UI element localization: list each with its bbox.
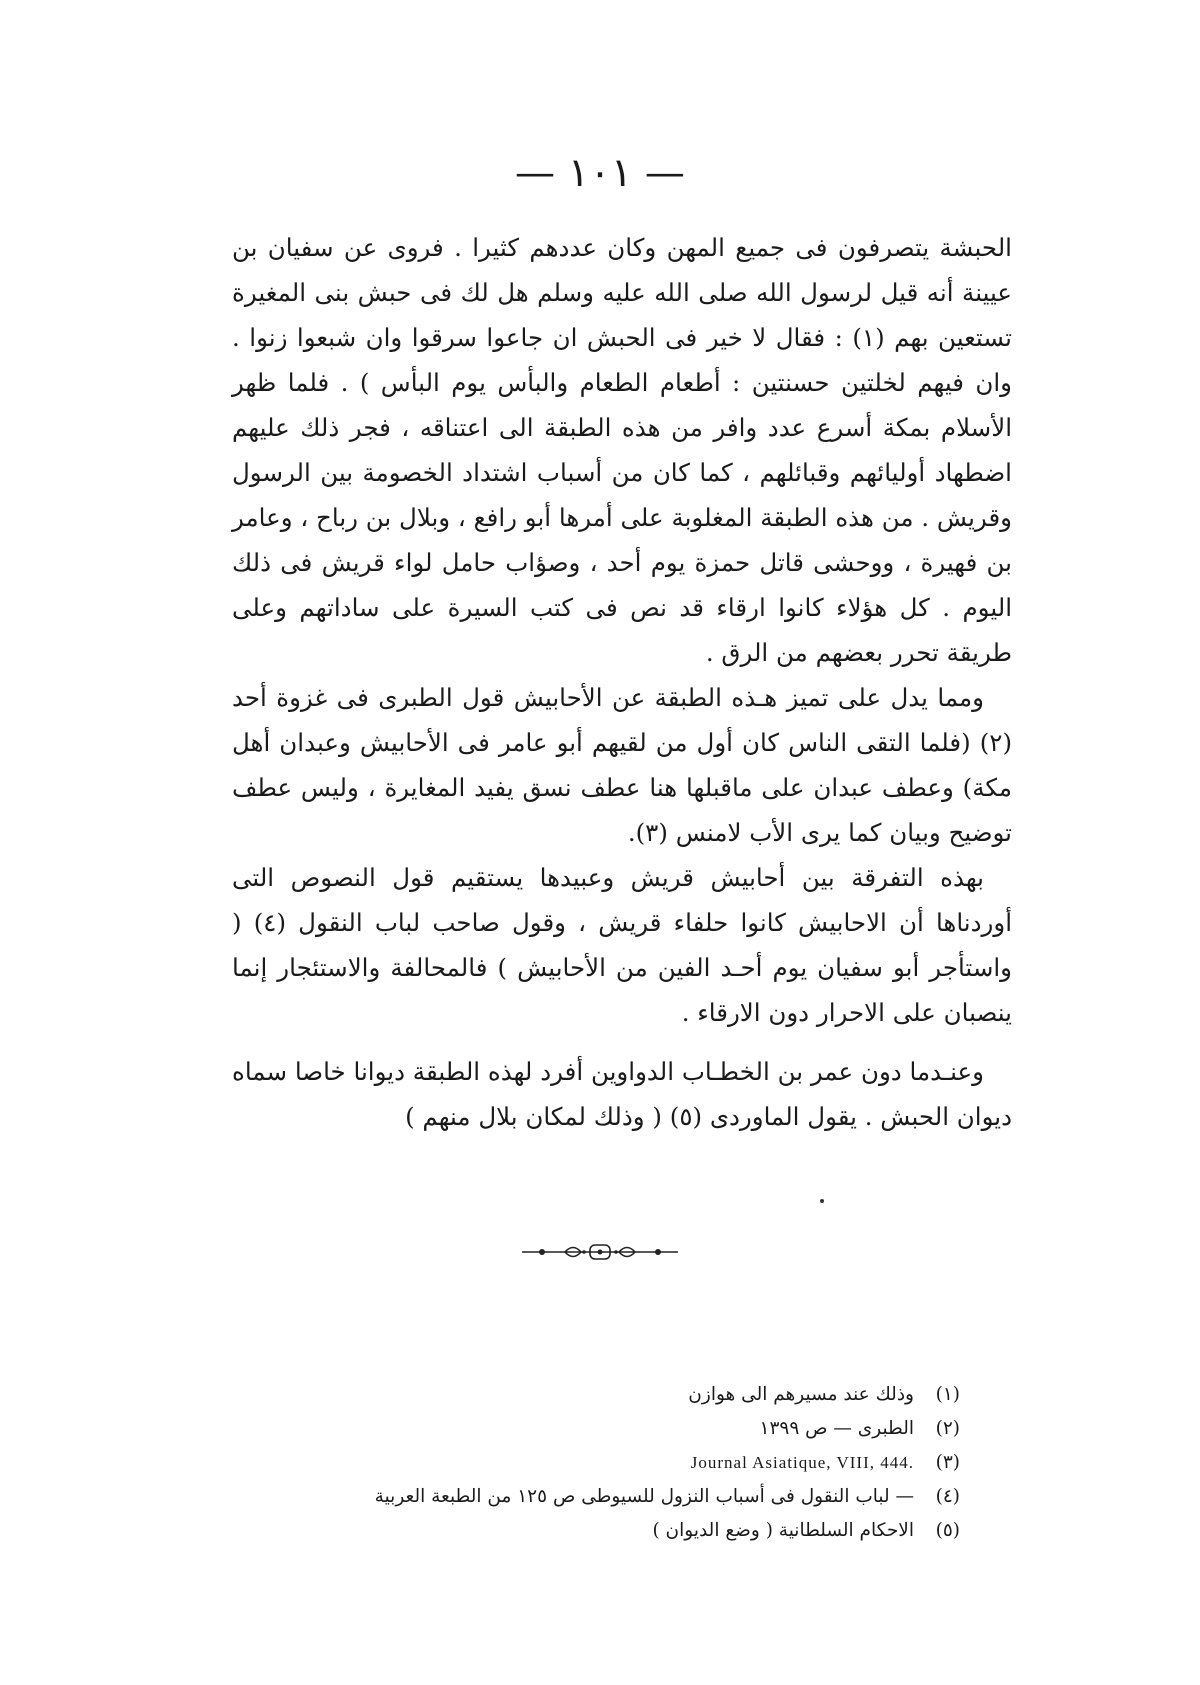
paragraph-2: ومما يدل على تميز هـذه الطبقة عن الأحابيش قول الطبرى فى غزوة أحد (٢) (فلما التقى الناس كان أول من لقيهم أبو عامر فى الأحابيش وعبدان أهل مكة) وعطف عبدان على ماقبلها هنا عطف نسق يفيد المغايرة ، وليس عطف توضيح وبيان كما يرى الأب لامنس (٣). [232,683,1012,847]
footnote-text: — لباب النقول فى أسباب النزول للسيوطى ص ١٢٥ من الطبعة العربية [374,1486,914,1507]
footnote-number: (٣) [935,1452,960,1473]
footnote-1 [340,1378,960,1412]
body-text [232,225,1012,1139]
ornament-divider [520,1240,680,1264]
paragraph-3: بهذه التفرقة بين أحابيش قريش وعبيدها يستقيم قول النصوص التى أوردناها أن الاحابيش كانوا حلفاء قريش ، وقول صاحب لباب النقول (٤) ( واستأجر أبو سفيان يوم أحـد الفين من الأحابيش ) فالمحالفة والاستئجار إنما ينصبان على الاحرار دون الارقاء . [232,863,1012,1027]
footnote-3 [340,1446,960,1480]
paragraph-1: الحبشة يتصرفون فى جميع المهن وكان عددهم كثيرا . فروى عن سفيان بن عيينة أنه قيل لرسول الله صلى الله عليه وسلم هل لك فى حبش بنى المغيرة تستعين بهم (١) : فقال لا خير فى الحبش ان جاعوا سرقوا وان شبعوا زنوا . وان فيهم لخلتين حسنتين : أطعام الطعام والبأس يوم البأس ) . فلما ظهر الأسلام بمكة أسرع عدد وافر من هذه الطبقة الى اعتناقه ، فجر ذلك عليهم اضطهاد أوليائهم وقبائلهم ، كما كان من أسباب اشتداد الخصومة بين الرسول وقريش . من هذه الطبقة المغلوبة على أمرها أبو رافع ، وبلال بن رباح ، وعامر بن فهيرة ، ووحشى قاتل حمزة يوم أحد ، وصؤاب حامل لواء قريش فى ذلك اليوم . كل هؤلاء كانوا ارقاء قد نص فى كتب السيرة على ساداتهم وعلى طريقة تحرر بعضهم من الرق . [232,233,1012,667]
ink-speck [820,1199,824,1203]
footnote-number: (٢) [935,1418,960,1439]
footnote-text: الطبرى — ص ١٣٩٩ [759,1418,914,1439]
footnote-text: الاحكام السلطانية ( وضع الديوان ) [652,1520,914,1541]
page-number: — ١٠١ — [515,150,685,196]
footnote-4 [340,1480,960,1514]
footnote-text: Journal Asiatique, VIII, 444. [690,1453,914,1472]
footnotes [340,1378,960,1548]
footnote-number: (٥) [935,1520,960,1541]
footnote-5 [340,1514,960,1548]
footnote-number: (٤) [935,1486,960,1507]
footnote-number: (١) [935,1384,960,1405]
paragraph-4: وعنـدما دون عمر بن الخطـاب الدواوين أفرد لهذه الطبقة ديوانا خاصا سماه ديوان الحبش . يقول الماوردى (٥) ( وذلك لمكان بلال منهم ) [232,1057,1012,1131]
footnote-text: وذلك عند مسيرهم الى هوازن [688,1384,914,1405]
footnote-2 [340,1412,960,1446]
